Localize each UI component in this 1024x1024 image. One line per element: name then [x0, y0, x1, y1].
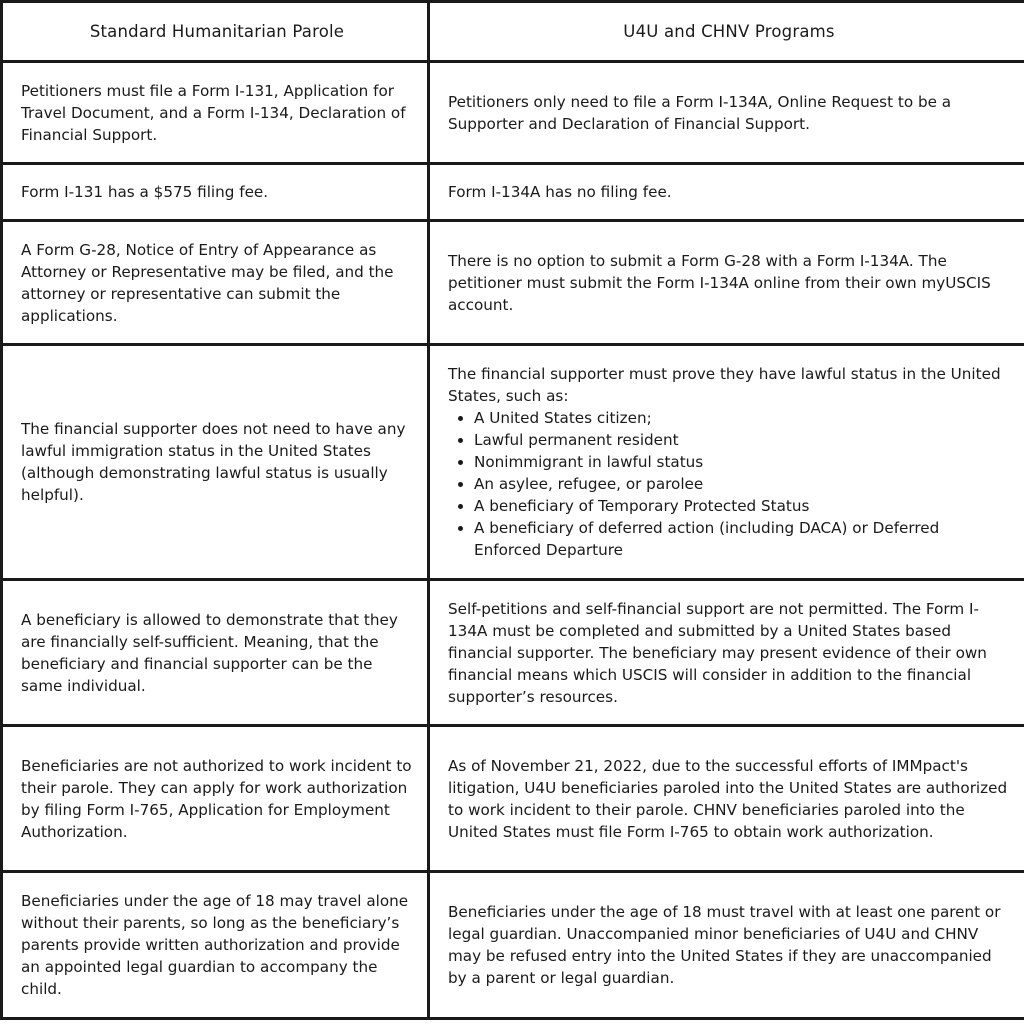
lawful-status-list	[448, 407, 1010, 561]
header-standard-parole: Standard Humanitarian Parole	[2, 2, 429, 62]
cell-work-auth-standard: Beneficiaries are not authorized to work incident to their parole. They can apply for work authorization by filing Form I-765, Application for Employment Authorization.	[2, 726, 429, 872]
table-header-row	[2, 2, 1024, 62]
table-row	[2, 726, 1024, 872]
list-item: • Lawful permanent resident	[474, 429, 1010, 451]
list-item: • Nonimmigrant in lawful status	[474, 451, 1010, 473]
cell-forms-u4u-chnv: Petitioners only need to file a Form I-134A, Online Request to be a Supporter and Declaration of Financial Support.	[429, 62, 1024, 164]
cell-forms-standard: Petitioners must file a Form I-131, Application for Travel Document, and a Form I-134, Declaration of Financial Support.	[2, 62, 429, 164]
table-row	[2, 580, 1024, 726]
cell-self-support-standard: A beneficiary is allowed to demonstrate that they are financially self-sufficient. Meaning, that the beneficiary and financial supporter can be the same individual.	[2, 580, 429, 726]
cell-work-auth-u4u-chnv: As of November 21, 2022, due to the successful efforts of IMMpact's litigation, U4U beneficiaries paroled into the United States are authorized to work incident to their parole. CHNV beneficiaries paroled into the United States must file Form I-765 to obtain work authorization.	[429, 726, 1024, 872]
cell-g28-u4u-chnv: There is no option to submit a Form G-28 with a Form I-134A. The petitioner must submit the Form I-134A online from their own myUSCIS account.	[429, 221, 1024, 345]
list-item: • An asylee, refugee, or parolee	[474, 473, 1010, 495]
cell-fee-standard: Form I-131 has a $575 filing fee.	[2, 164, 429, 221]
table-row	[2, 345, 1024, 580]
cell-minors-u4u-chnv: Beneficiaries under the age of 18 must travel with at least one parent or legal guardian. Unaccompanied minor beneficiaries of U4U and CHNV may be refused entry into the United States if they are unaccompanied by a parent or legal guardian.	[429, 872, 1024, 1019]
header-u4u-chnv: U4U and CHNV Programs	[429, 2, 1024, 62]
cell-self-support-u4u-chnv: Self-petitions and self-financial support are not permitted. The Form I-134A must be completed and submitted by a United States based financial supporter. The beneficiary may present evidence of their own financial means which USCIS will consider in addition to the financial supporter’s resources.	[429, 580, 1024, 726]
table-row	[2, 62, 1024, 164]
cell-minors-standard: Beneficiaries under the age of 18 may travel alone without their parents, so long as the beneficiary’s parents provide written authorization and provide an appointed legal guardian to accompany the child.	[2, 872, 429, 1019]
status-intro-text: The financial supporter must prove they have lawful status in the United States, such as:	[448, 365, 1001, 405]
cell-status-standard: The financial supporter does not need to have any lawful immigration status in the United States (although demonstrating lawful status is usually helpful).	[2, 345, 429, 580]
cell-g28-standard: A Form G-28, Notice of Entry of Appearance as Attorney or Representative may be filed, and the attorney or representative can submit the applications.	[2, 221, 429, 345]
cell-status-u4u-chnv	[429, 345, 1024, 580]
table-row	[2, 872, 1024, 1019]
list-item: • A beneficiary of Temporary Protected Status	[474, 495, 1010, 517]
table-row	[2, 164, 1024, 221]
cell-fee-u4u-chnv: Form I-134A has no filing fee.	[429, 164, 1024, 221]
table-row	[2, 221, 1024, 345]
list-item: • A United States citizen;	[474, 407, 1010, 429]
list-item: • A beneficiary of deferred action (including DACA) or Deferred Enforced Departure	[474, 517, 1010, 561]
